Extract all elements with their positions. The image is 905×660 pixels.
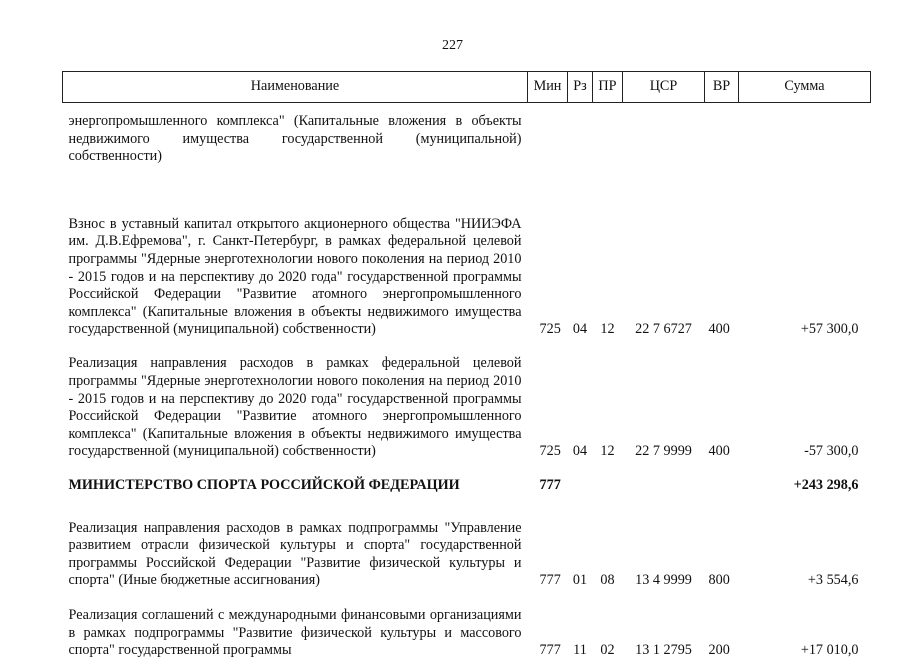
- row-rz: 04: [572, 443, 588, 460]
- row-name: Реализация направления расходов в рамках федеральной целевой программы "Ядерные энерготехнологии нового поколения на период 2010 - 2015 годов и на перспективу до 2020 года" государственной программы Российской Федерации "Развитие атомного энергопромышленного комплекса" (Капитальные вложения в объекты недвижимого имущества государственной (муниципальной) собственности): [68, 355, 522, 460]
- row-csr: 13 4 9999: [635, 572, 692, 589]
- row-vr: [705, 461, 739, 495]
- row-rz: 11: [573, 642, 587, 659]
- row-pr: [593, 461, 623, 495]
- row-pr: 02: [600, 642, 615, 659]
- row-csr: [623, 461, 705, 495]
- ministry-name: МИНИСТЕРСТВО СПОРТА РОССИЙСКОЙ ФЕДЕРАЦИИ: [68, 477, 460, 494]
- row-min: 777: [539, 572, 561, 589]
- row-rz: [568, 461, 593, 495]
- row-csr: [623, 103, 705, 194]
- table-row: [63, 339, 871, 461]
- row-name: Реализация соглашений с международными финансовыми организациями в рамках подпрограммы "Развитие физической культуры и массового спорта" государственной программы: [68, 607, 522, 659]
- row-name: Реализация направления расходов в рамках подпрограммы "Управление развитием отрасли физической культуры и спорта" государственной программы Российской Федерации "Развитие физической культуры и спорта" (Иные бюджетные ассигнования): [68, 519, 522, 589]
- row-vr: 400: [708, 321, 730, 338]
- row-pr: 12: [600, 443, 615, 460]
- header-vr: ВР: [705, 72, 739, 103]
- row-min: 777: [539, 642, 561, 659]
- table-row: [63, 193, 871, 339]
- table-row: [63, 495, 871, 590]
- header-name: Наименование: [63, 72, 528, 103]
- table-row: [63, 103, 871, 194]
- row-min: 725: [539, 443, 561, 460]
- row-csr: 22 7 9999: [635, 443, 692, 460]
- row-csr: 13 1 2795: [635, 642, 692, 659]
- row-vr: [705, 103, 739, 194]
- row-sum: +57 300,0: [800, 321, 859, 338]
- row-sum: +3 554,6: [807, 572, 859, 589]
- row-name: энергопромышленного комплекса" (Капитальные вложения в объекты недвижимого имущества государственной (муниципальной) собственности): [68, 113, 522, 165]
- row-spacer: [63, 590, 871, 600]
- row-rz: [568, 103, 593, 194]
- row-pr: 08: [600, 572, 615, 589]
- header-sum: Сумма: [739, 72, 871, 103]
- row-vr: 400: [708, 443, 730, 460]
- budget-table: [62, 71, 871, 660]
- header-rz: Рз: [568, 72, 593, 103]
- page-number: 227: [442, 38, 463, 53]
- ministry-row: [63, 461, 871, 495]
- row-pr: 12: [600, 321, 615, 338]
- row-vr: 200: [708, 642, 730, 659]
- header-row: [63, 72, 871, 103]
- ministry-total: +243 298,6: [793, 477, 859, 494]
- row-name: Взнос в уставный капитал открытого акционерного общества "НИИЭФА им. Д.В.Ефремова", г. Санкт-Петербург, в рамках федеральной целевой программы "Ядерные энерготехнологии нового поколения на период 2010 - 2015 годов и на перспективу до 2020 года" государственной программы Российской Федерации "Развитие атомного энергопромышленного комплекса" (Капитальные вложения в объекты недвижимого имущества государственной (муниципальной) собственности): [68, 215, 522, 338]
- row-rz: 04: [572, 321, 588, 338]
- header-min: Мин: [528, 72, 568, 103]
- row-vr: 800: [708, 572, 730, 589]
- header-csr: ЦСР: [623, 72, 705, 103]
- row-csr: 22 7 6727: [635, 321, 692, 338]
- row-pr: [593, 103, 623, 194]
- row-min: 777: [539, 477, 561, 494]
- row-rz: 01: [572, 572, 588, 589]
- row-sum: -57 300,0: [804, 443, 859, 460]
- row-min: 725: [539, 321, 561, 338]
- row-sum: [739, 103, 871, 194]
- row-sum: +17 010,0: [800, 642, 859, 659]
- table-row: [63, 600, 871, 660]
- header-pr: ПР: [593, 72, 623, 103]
- row-min: [528, 103, 568, 194]
